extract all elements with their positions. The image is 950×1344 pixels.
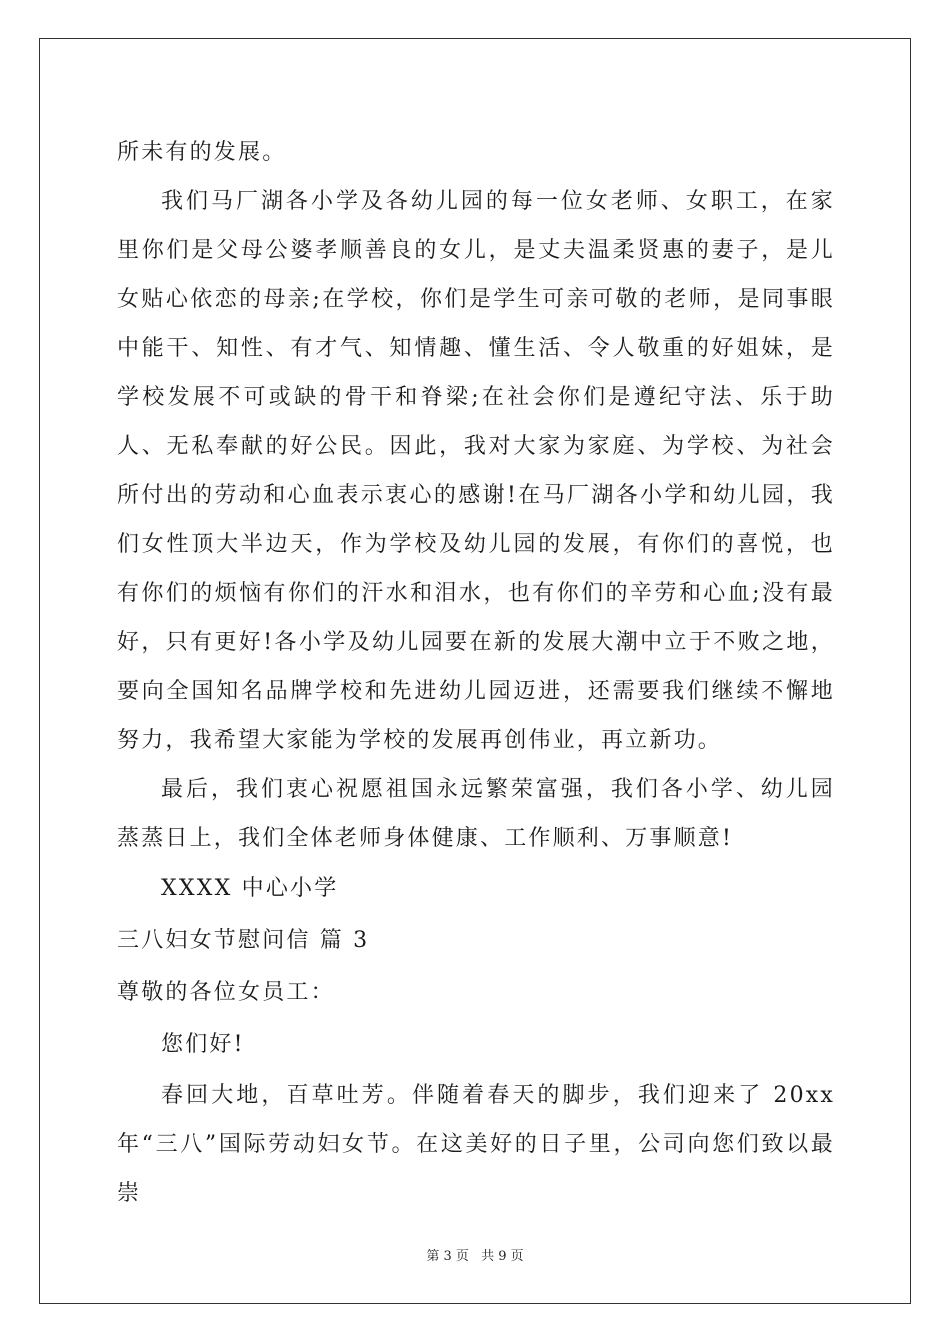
page-footer — [0, 1245, 950, 1264]
paragraph-closing-wishes: 最后，我们衷心祝愿祖国永远繁荣富强，我们各小学、幼儿园蒸蒸日上，我们全体老师身体健康、工作顺利、万事顺意! — [117, 777, 835, 851]
salutation: 尊敬的各位女员工： — [117, 980, 335, 1005]
paragraph-spring-intro: 春回大地，百草吐芳。伴随着春天的脚步，我们迎来了 20xx 年“三八”国际劳动妇女节。在这美好的日子里，公司向您们致以最崇 — [117, 1083, 835, 1206]
paragraph-continuation: 所未有的发展。 — [117, 140, 287, 165]
section-title: 三八妇女节慰问信 篇 3 — [117, 928, 370, 953]
page-total: 共 9 页 — [481, 1249, 524, 1264]
document-body — [117, 128, 835, 1218]
signature-school: XXXX 中心小学 — [161, 876, 339, 901]
greeting: 您们好! — [161, 1032, 245, 1057]
page-number: 第 3 页 — [426, 1249, 469, 1264]
paragraph-tribute: 我们马厂湖各小学及各幼儿园的每一位女老师、女职工，在家里你们是父母公婆孝顺善良的女儿，是丈夫温柔贤惠的妻子，是儿女贴心依恋的母亲;在学校，你们是学生可亲可敬的老师，是同事眼中能干、知性、有才气、知情趣、懂生活、令人敬重的好姐妹，是学校发展不可或缺的骨干和脊梁;在社会你们是遵纪守法、乐于助人、无私奉献的好公民。因此，我对大家为家庭、为学校、为社会所付出的劳动和心血表示衷心的感谢!在马厂湖各小学和幼儿园，我们女性顶大半边天，作为学校及幼儿园的发展，有你们的喜悦，也有你们的烦恼有你们的汗水和泪水，也有你们的辛劳和心血;没有最好，只有更好!各小学及幼儿园要在新的发展大潮中立于不败之地，要向全国知名品牌学校和先进幼儿园迈进，还需要我们继续不懈地努力，我希望大家能为学校的发展再创伟业，再立新功。 — [117, 189, 835, 753]
